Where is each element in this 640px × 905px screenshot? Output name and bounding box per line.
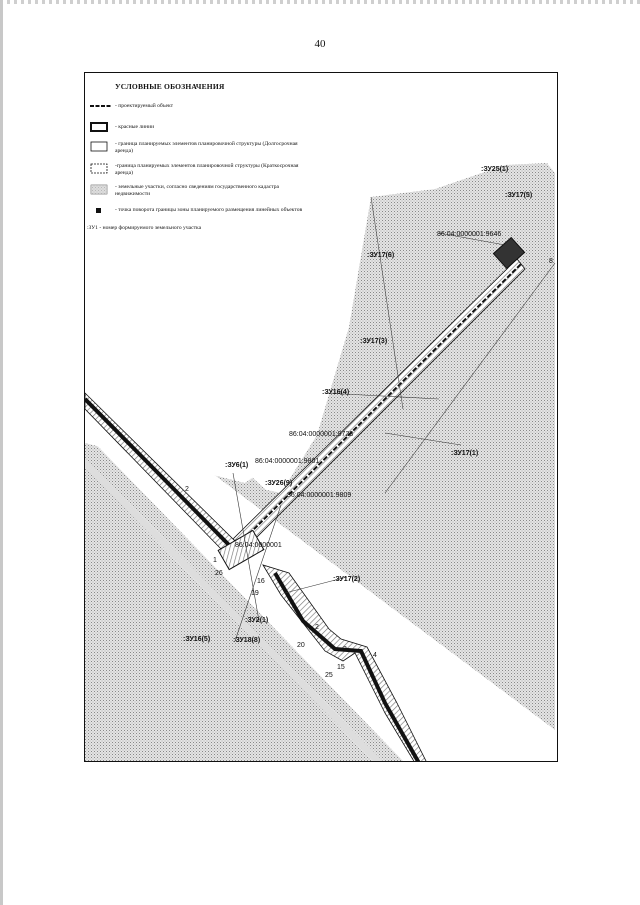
legend	[85, 73, 325, 233]
point-number: 2	[315, 624, 319, 631]
point-number: 20	[297, 642, 305, 649]
legend-title: УСЛОВНЫЕ ОБОЗНАЧЕНИЯ	[115, 82, 225, 91]
point-number: 4	[373, 652, 377, 659]
legend-text: - точка поворота границы зоны планируемого размещения линейных объектов	[115, 207, 303, 213]
plot-label: :ЗУ17(3)	[360, 338, 388, 345]
cadastral-number: 86:04:0000001:9809	[287, 492, 352, 499]
plot-label: :ЗУ6(1)	[225, 462, 249, 469]
page-number: 40	[314, 38, 326, 50]
legend-text: - земельные участки, согласно сведениям государственного кадастра недвижимости	[115, 184, 279, 197]
plot-label: :ЗУ25(1)	[481, 166, 509, 173]
cadastral-number: 86:04:0000001	[235, 542, 282, 549]
projected-object-symbol	[89, 103, 113, 109]
scan-edge-left	[0, 0, 3, 905]
legend-text: - граница планируемых элементов планировочной структуры (Долгосрочная аренда)	[115, 141, 298, 154]
point-number: 19	[251, 590, 259, 597]
legend-text: -граница планируемых элементов планировочной структуры (Краткосрочная аренда)	[115, 163, 299, 176]
legend-text: :ЗУ1 - номер формируемого земельного участка	[87, 225, 202, 231]
plot-label: :ЗУ17(5)	[505, 192, 533, 199]
point-number: 25	[325, 672, 333, 679]
plot-label: :ЗУ2(1)	[245, 617, 269, 624]
point-number: 1	[213, 557, 217, 564]
plot-label: :ЗУ18(8)	[233, 637, 261, 644]
point-number: 26	[215, 570, 223, 577]
point-number: 15	[337, 664, 345, 671]
plot-label: :ЗУ17(1)	[451, 450, 479, 457]
long-term-lease-symbol	[89, 141, 113, 153]
cadastral-number: 86:04:0000001:9723	[289, 431, 354, 438]
point-number: 16	[257, 578, 265, 585]
legend-text: - красные линии	[115, 124, 155, 130]
plot-label: :ЗУ16(5)	[183, 636, 211, 643]
cadastral-number: 86:04:0000001:9646	[437, 231, 502, 238]
point-number: 8	[549, 258, 553, 265]
cadastre-plots-symbol	[89, 184, 113, 196]
plot-label: :ЗУ17(2)	[333, 576, 361, 583]
point-number: 2	[185, 486, 189, 493]
map-frame	[84, 72, 558, 762]
plot-label: :ЗУ17(6)	[367, 252, 395, 259]
cadastral-number: 86:04:0000001:9801	[255, 458, 320, 465]
plot-label: :ЗУ26(9)	[265, 480, 293, 487]
legend-text: - проектируемый объект	[115, 103, 174, 109]
short-term-lease-symbol	[89, 163, 113, 175]
red-lines-symbol	[89, 122, 113, 132]
point-number: 3	[343, 646, 347, 653]
turning-point-symbol	[89, 207, 113, 215]
scan-edge-top	[0, 0, 640, 4]
plot-label: :ЗУ16(4)	[322, 389, 350, 396]
